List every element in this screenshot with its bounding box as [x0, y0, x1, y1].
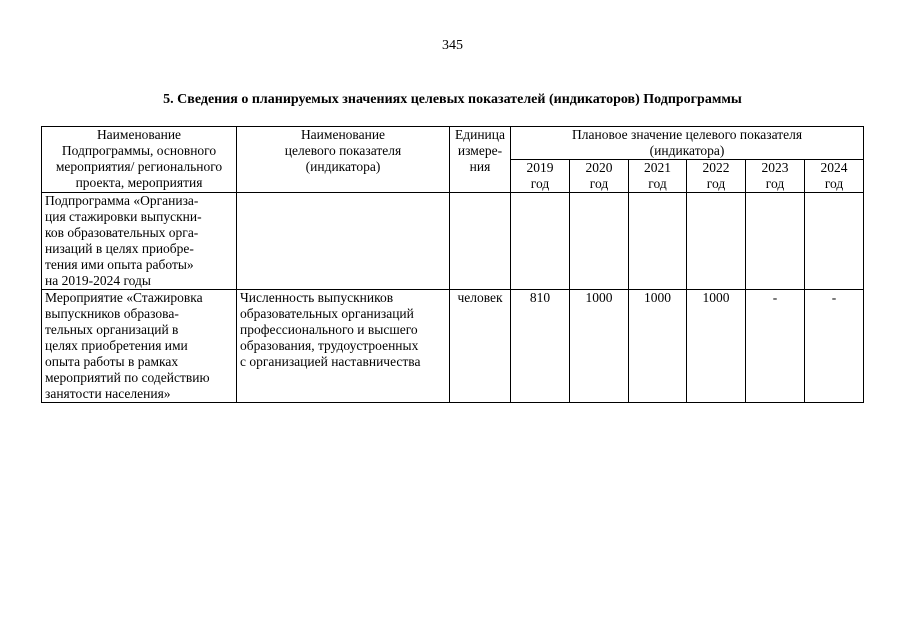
- header-year-2020: [570, 160, 629, 193]
- cell-value-2024: [805, 193, 864, 290]
- header-planned-value: [511, 127, 864, 160]
- cell-unit: [450, 193, 511, 290]
- cell-value-2023: -: [746, 290, 805, 403]
- header-line: измере-: [457, 143, 503, 158]
- cell-value-2021: 1000: [629, 290, 687, 403]
- cell-value-2019: 810: [511, 290, 570, 403]
- header-line: (индикатора): [305, 159, 381, 174]
- cell-value-2020: [570, 193, 629, 290]
- header-line: Наименование: [300, 127, 386, 142]
- cell-indicator-name: [237, 290, 450, 403]
- year-unit: год: [589, 176, 609, 191]
- cell-value-2021: [629, 193, 687, 290]
- cell-value-2022: 1000: [687, 290, 746, 403]
- header-line: мероприятия/ регионального: [55, 159, 223, 174]
- table-row-activity: [42, 290, 864, 403]
- cell-line: тельных организаций в: [45, 322, 179, 337]
- cell-line: низаций в целях приобре-: [45, 241, 194, 256]
- header-indicator-name: [237, 127, 450, 193]
- page-number: 345: [442, 38, 463, 53]
- year-label: 2024: [820, 160, 848, 175]
- header-line: (индикатора): [649, 143, 725, 158]
- cell-value-2019: [511, 193, 570, 290]
- header-line: целевого показателя: [284, 143, 402, 158]
- header-line: проекта, мероприятия: [75, 175, 203, 190]
- header-unit: [450, 127, 511, 193]
- header-year-2021: [629, 160, 687, 193]
- cell-line: выпускников образова-: [45, 306, 179, 321]
- cell-line: профессионального и высшего: [240, 322, 418, 337]
- cell-line: ция стажировки выпускни-: [45, 209, 202, 224]
- table-row-subprogram: [42, 193, 864, 290]
- year-label: 2022: [702, 160, 730, 175]
- cell-line: занятости населения»: [45, 386, 171, 401]
- cell-line: на 2019-2024 годы: [45, 273, 151, 288]
- cell-value-2023: [746, 193, 805, 290]
- year-label: 2023: [761, 160, 789, 175]
- cell-value-2024: -: [805, 290, 864, 403]
- year-unit: год: [765, 176, 785, 191]
- header-line: ния: [469, 159, 491, 174]
- cell-line: Мероприятие «Стажировка: [45, 290, 203, 305]
- cell-line: с организацией наставничества: [240, 354, 421, 369]
- header-line: Подпрограммы, основного: [61, 143, 217, 158]
- year-unit: год: [706, 176, 726, 191]
- cell-program-name: [42, 290, 237, 403]
- cell-line: Численность выпускников: [240, 290, 394, 305]
- cell-program-name: [42, 193, 237, 290]
- header-year-2024: [805, 160, 864, 193]
- cell-value-2020: 1000: [570, 290, 629, 403]
- header-program-name: [42, 127, 237, 193]
- cell-line: образования, трудоустроенных: [240, 338, 419, 353]
- cell-unit: человек: [450, 290, 511, 403]
- year-unit: год: [824, 176, 844, 191]
- cell-value-2022: [687, 193, 746, 290]
- header-year-2023: [746, 160, 805, 193]
- year-label: 2019: [526, 160, 554, 175]
- cell-line: опыта работы в рамках: [45, 354, 179, 369]
- year-label: 2021: [644, 160, 671, 175]
- year-label: 2020: [585, 160, 613, 175]
- cell-line: образовательных организаций: [240, 306, 414, 321]
- cell-line: ков образовательных орга-: [45, 225, 199, 240]
- cell-line: мероприятий по содействию: [45, 370, 210, 385]
- cell-line: Подпрограмма «Организа-: [45, 193, 199, 208]
- year-unit: год: [530, 176, 550, 191]
- header-line: Плановое значение целевого показателя: [572, 127, 803, 142]
- header-year-2019: [511, 160, 570, 193]
- header-line: Единица: [454, 127, 505, 142]
- indicators-table: [41, 126, 864, 403]
- section-title: 5. Сведения о планируемых значениях целевых показателей (индикаторов) Подпрограммы: [163, 92, 742, 107]
- year-unit: год: [648, 176, 667, 191]
- header-year-2022: [687, 160, 746, 193]
- cell-line: целях приобретения ими: [45, 338, 188, 353]
- header-row-1: [42, 127, 864, 160]
- cell-line: тения ими опыта работы»: [45, 257, 194, 272]
- header-line: Наименование: [96, 127, 182, 142]
- cell-indicator-name: [237, 193, 450, 290]
